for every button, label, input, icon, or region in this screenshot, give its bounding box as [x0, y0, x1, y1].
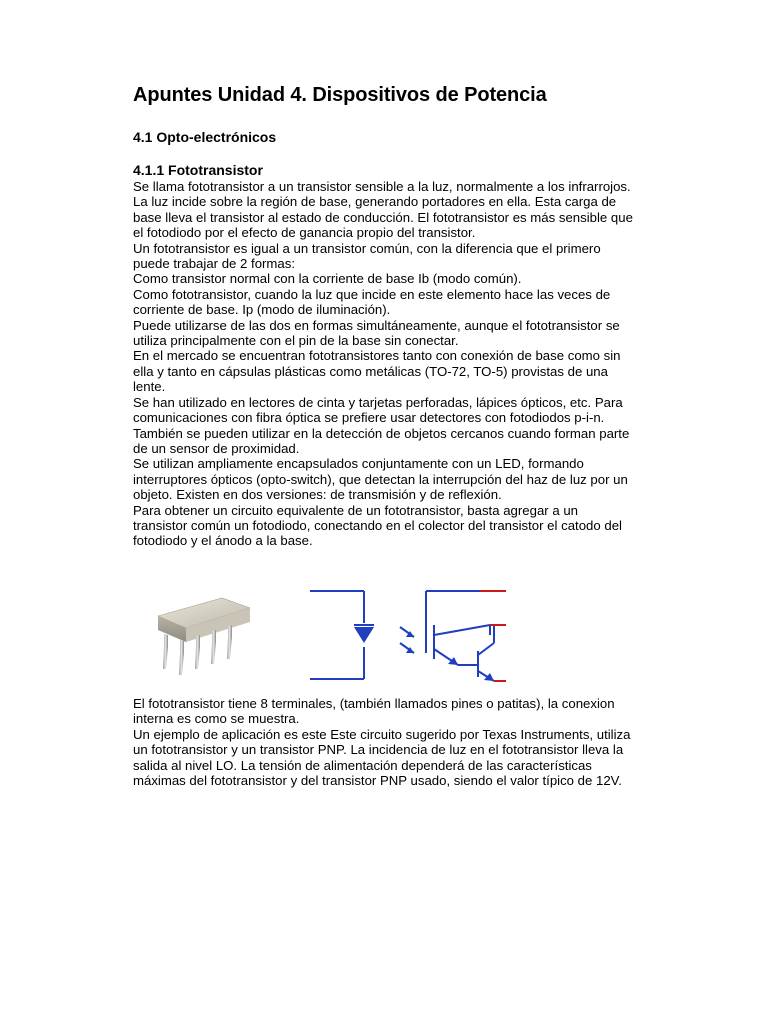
paragraph: Se llama fototransistor a un transistor sensible a la luz, normalmente a los infrarrojos. La luz incide sobre la región de base, generando portadores en ella. Esta carga de base lleva el transistor al estado de conducción. El fototransistor es más sensible que el fotodiodo por el efecto de ganancia propio del transistor.: [133, 179, 633, 241]
paragraph: Un fototransistor es igual a un transistor común, con la diferencia que el primero puede trabajar de 2 formas:: [133, 240, 601, 272]
dip-chip-icon: [150, 590, 260, 682]
paragraph: Se utilizan ampliamente encapsulados conjuntamente con un LED, formando interruptores ópticos (opto-switch), que detectan la interrupción del haz de luz por un objeto. Existen en dos versiones: de transmisión y de reflexión.: [133, 456, 628, 503]
optocoupler-schematic-icon: [308, 585, 508, 687]
paragraph: Se han utilizado en lectores de cinta y tarjetas perforadas, lápices ópticos, etc. Para comunicaciones con fibra óptica se prefiere usar detectores con fotodiodos p-i-n. También se pueden utilizar en la detección de objetos cercanos cuando forman parte de un sensor de proximidad.: [133, 394, 630, 456]
paragraph: Un ejemplo de aplicación es este Este circuito sugerido por Texas Instruments, utiliza un fototransistor y un transistor PNP. La incidencia de luz en el fototransistor lleva la salida al nivel LO. La tensión de alimentación dependerá de las características máximas del fototransistor y del transistor PNP usado, siendo el valor típico de 12V.: [133, 726, 631, 789]
paragraph: En el mercado se encuentran fototransistores tanto con conexión de base como sin ella y tanto en cápsulas plásticas como metálicas (TO-72, TO-5) provistas de una lente.: [133, 348, 621, 395]
body-text: [133, 179, 633, 549]
section-heading: 4.1 Opto-electrónicos: [133, 129, 277, 145]
paragraph: Puede utilizarse de las dos en formas simultáneamente, aunque el fototransistor se utiliza principalmente con el pin de la base sin conectar.: [133, 317, 620, 349]
after-figure-text: [133, 696, 633, 788]
dip-chip-image: [150, 590, 260, 687]
paragraph: Para obtener un circuito equivalente de un fototransistor, basta agregar a un transistor común un fotodiodo, conectando en el colector del transistor el catodo del fotodiodo y el ánodo a la base.: [133, 502, 622, 549]
subsection-heading: 4.1.1 Fototransistor: [133, 162, 263, 178]
paragraph: El fototransistor tiene 8 terminales, (también llamados pines o patitas), la conexion interna es como se muestra.: [133, 696, 615, 727]
optocoupler-schematic: [308, 585, 508, 692]
paragraph: Como fototransistor, cuando la luz que incide en este elemento hace las veces de corriente de base. Ip (modo de iluminación).: [133, 286, 611, 318]
paragraph: Como transistor normal con la corriente de base Ib (modo común).: [133, 271, 522, 287]
page-title: Apuntes Unidad 4. Dispositivos de Potencia: [133, 84, 547, 106]
